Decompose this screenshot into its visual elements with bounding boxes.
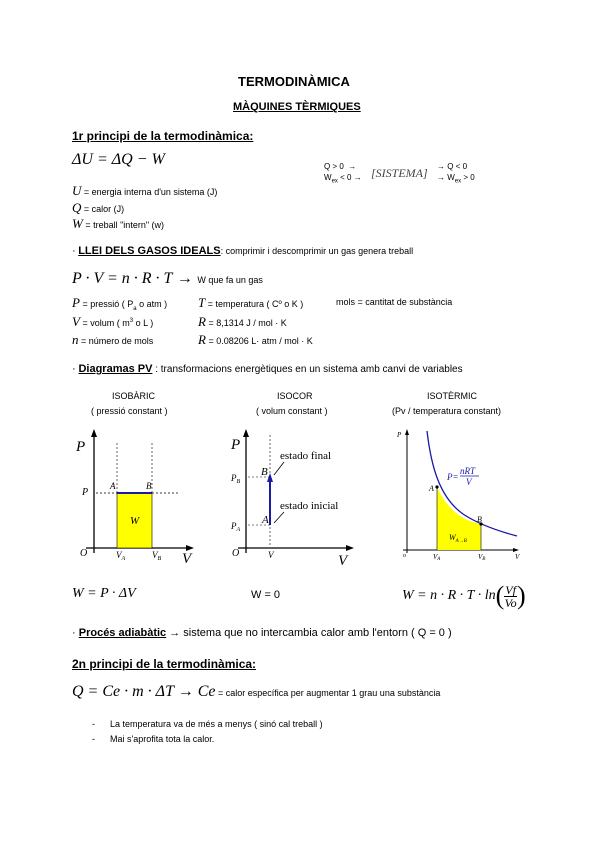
- isobaric-v-axis-label: V: [182, 551, 192, 567]
- isochoric-process-arrow: [267, 473, 273, 482]
- first-law-equation: ΔU = ΔQ − W: [72, 151, 165, 168]
- def-q-symbol: Q: [72, 200, 82, 215]
- isobaric-sub: ( pressió constant ): [91, 406, 168, 416]
- isochoric-origin: O: [232, 548, 240, 559]
- isochoric-diagram: [228, 425, 368, 570]
- isochoric-initial-pointer: [274, 512, 284, 523]
- def-r2: R = 0.08206 L· atm / mol · K: [198, 332, 313, 347]
- isochoric-pa-tick: $P_A$: [231, 521, 241, 533]
- first-law-heading: 1r principi de la termodinàmica:: [72, 129, 254, 143]
- isothermal-y-arrow: [405, 429, 409, 435]
- def-n: n = número de mols: [72, 332, 154, 347]
- ideal-gas-equation-line: P · V = n · R · T → W que fa un gas: [72, 270, 263, 287]
- isochoric-final-label: estado final: [280, 450, 332, 462]
- isothermal-va-tick: VA: [433, 553, 441, 562]
- isothermal-point-a: A: [429, 484, 434, 493]
- system-left-q: Q > 0 →: [324, 162, 357, 171]
- isochoric-y-arrow: [243, 429, 249, 437]
- second-law-equation-line: [72, 683, 440, 701]
- isothermal-x-arrow: [513, 548, 519, 552]
- isobaric-vb-tick: $V_B$: [152, 550, 162, 562]
- def-q-text: = calor (J): [81, 204, 125, 214]
- adiabatic-heading: Procés adiabàtic: [78, 627, 167, 639]
- def-u-symbol: U: [72, 183, 82, 198]
- isothermal-v-axis-label: V: [515, 553, 520, 561]
- system-right-q: → Q < 0: [437, 162, 468, 171]
- isochoric-point-b: B: [261, 466, 268, 478]
- second-law-equation: Q = Ce · m · ΔT: [72, 683, 174, 700]
- isobaric-point-b: B: [146, 481, 152, 491]
- def-v: V = volum ( $m^3$ o L ): [72, 314, 154, 329]
- isothermal-formula-pre: W = n · R · T · ln: [402, 588, 496, 603]
- isothermal-point-b: B: [477, 515, 482, 524]
- isochoric-sub: ( volum constant ): [256, 406, 328, 416]
- isochoric-x-arrow: [346, 545, 354, 551]
- isothermal-point-a-dot: [435, 485, 438, 488]
- isothermal-vb-tick: VB: [478, 553, 486, 562]
- ideal-gas-heading-line: · LLEI DELS GASOS IDEALS: comprimir i descomprimir un gas genera treball: [72, 245, 414, 257]
- isothermal-frac-num: Vf: [505, 582, 516, 597]
- adiabatic-desc: → sistema que no intercambia calor amb l'entorn ( Q = 0 ): [166, 627, 452, 639]
- system-label: [SISTEMA]: [371, 166, 428, 180]
- def-mols: mols = cantitat de substància: [336, 297, 453, 307]
- diagrams-heading-line: · Diagramas PV : transformacions energètiques en un sistema amb canvi de variables: [72, 363, 463, 375]
- second-law-bullet-1: - La temperatura va de més a menys ( sinó cal treball ): [92, 719, 323, 729]
- second-law-ce: → Ce: [173, 683, 216, 700]
- isobaric-y-arrow: [91, 429, 97, 437]
- second-law-heading: 2n principi de la termodinàmica:: [72, 657, 257, 671]
- isothermal-diagram: [393, 425, 533, 570]
- isobaric-p-tick: P: [82, 487, 89, 498]
- def-u: [72, 183, 217, 199]
- isothermal-formula: W = n · R · T · ln( $\frac{Vf}{Vo}$ ): [402, 581, 526, 610]
- isochoric-p-axis-label: P: [231, 437, 241, 453]
- isochoric-final-pointer: [274, 462, 284, 475]
- isobaric-p-axis-label: P: [76, 439, 86, 455]
- ideal-gas-note: W que fa un gas: [197, 275, 263, 285]
- def-q: [72, 200, 124, 216]
- def-w: [72, 216, 164, 232]
- isobaric-formula: W = P · ΔV: [72, 586, 136, 601]
- system-left-w: $W_{ex} < 0$ →: [324, 173, 362, 185]
- ideal-gas-equation: P · V = n · R · T: [72, 270, 173, 287]
- isochoric-formula: W = 0: [251, 589, 281, 601]
- isothermal-w-label: $W_{A\to B}$: [449, 533, 467, 544]
- isobaric-diagram: [72, 425, 202, 570]
- isothermal-curve-num: nRT: [460, 466, 476, 476]
- isothermal-title: ISOTÈRMIC: [427, 391, 478, 401]
- second-law-note: = calor específica per augmentar 1 grau una substància: [215, 688, 441, 698]
- isobaric-point-a: A: [110, 481, 116, 491]
- isobaric-origin: O: [80, 548, 88, 559]
- adiabatic-line: · Procés adiabàtic → sistema que no intercambia calor amb l'entorn ( Q = 0 ): [72, 627, 452, 639]
- ideal-gas-desc: : comprimir i descomprimir un gas genera treball: [220, 246, 414, 256]
- def-w-text: = treball "intern" (w): [82, 220, 165, 230]
- def-p: P = pressió ( $P_a$ o atm ): [72, 295, 168, 312]
- def-t: T = temperatura ( Cº o K ): [198, 295, 304, 310]
- isobaric-va-tick: $V_A$: [116, 550, 126, 562]
- def-u-text: = energia interna d'un sistema (J): [81, 187, 218, 197]
- isothermal-p-axis-label: P: [397, 431, 402, 439]
- isochoric-v-axis-label: V: [338, 553, 348, 569]
- isothermal-curve-label: P=: [447, 472, 459, 482]
- isothermal-sub: (Pv / temperatura constant): [392, 406, 502, 416]
- isochoric-title: ISOCOR: [277, 391, 313, 401]
- isothermal-origin: o: [403, 553, 406, 559]
- isochoric-point-a: A: [262, 514, 269, 526]
- isothermal-frac-den: Vo: [504, 595, 517, 610]
- diagrams-desc: : transformacions energètiques en un sistema amb canvi de variables: [152, 364, 463, 375]
- ideal-gas-heading: LLEI DELS GASOS IDEALS: [78, 245, 221, 257]
- second-law-bullet-2: - Mai s'aprofita tota la calor.: [92, 734, 215, 744]
- isobaric-w-label: W: [130, 515, 140, 527]
- isochoric-pb-tick: $P_B$: [231, 473, 241, 485]
- page-title: TERMODINÀMICA: [238, 74, 350, 89]
- system-right-w: → $W_{ex} > 0$: [437, 173, 475, 185]
- def-w-symbol: W: [72, 216, 83, 231]
- page-subtitle: MÀQUINES TÈRMIQUES: [233, 101, 361, 113]
- def-r1: R = 8,1314 J / mol · K: [198, 314, 287, 329]
- isochoric-initial-label: estado inicial: [280, 500, 339, 512]
- isothermal-curve-den: V: [466, 477, 472, 487]
- isobaric-title: ISOBÀRIC: [112, 391, 156, 401]
- isochoric-v-tick: V: [268, 550, 274, 560]
- diagrams-heading: Diagramas PV: [78, 363, 153, 375]
